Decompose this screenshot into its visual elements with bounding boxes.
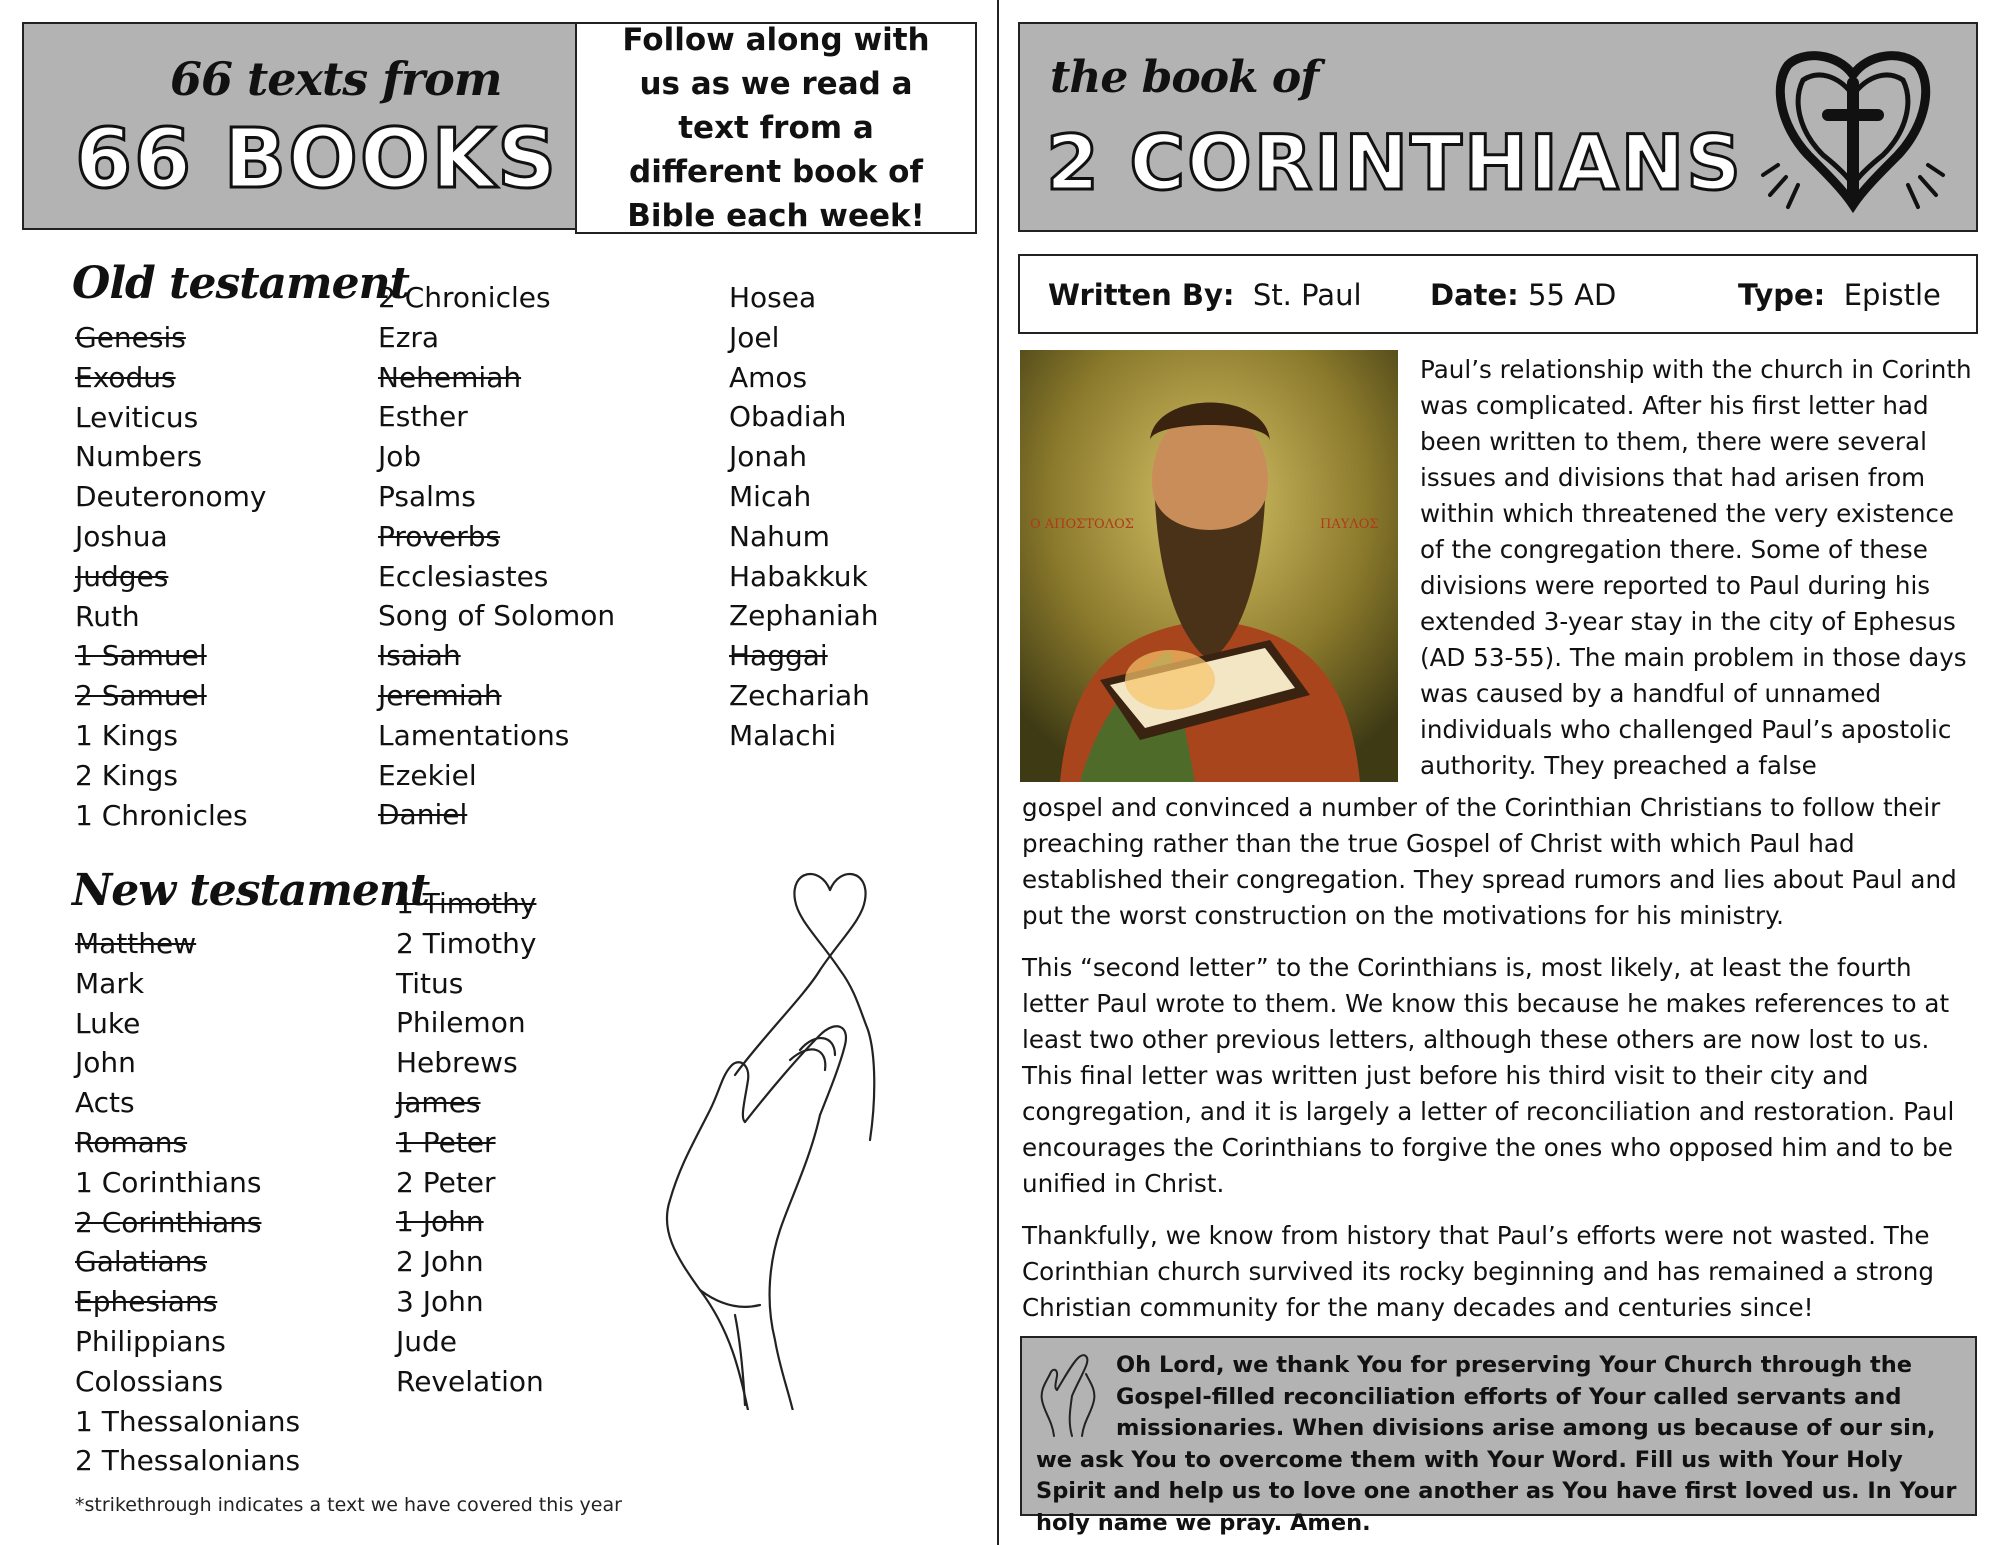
follow-along-box bbox=[575, 22, 977, 234]
book-list-item: Proverbs bbox=[378, 519, 501, 553]
type-value: Epistle bbox=[1843, 278, 1941, 312]
book-list-item: Exodus bbox=[75, 360, 176, 394]
book-list-item: Jeremiah bbox=[378, 678, 502, 712]
book-list-item: Philemon bbox=[396, 1006, 526, 1040]
book-list-item: Psalms bbox=[378, 479, 476, 513]
left-header-script: 66 texts from bbox=[170, 52, 502, 106]
book-list-item: Matthew bbox=[75, 927, 197, 960]
book-list-item: Titus bbox=[396, 966, 464, 1000]
book-list-item: 2 Timothy bbox=[396, 926, 537, 960]
book-list-item: Leviticus bbox=[75, 400, 199, 434]
book-list-item: Job bbox=[378, 440, 422, 474]
strikethrough-footnote: *strikethrough indicates a text we have covered this year bbox=[75, 1494, 622, 1516]
right-header-script: the book of bbox=[1050, 52, 1319, 103]
book-list-item: Deuteronomy bbox=[75, 480, 267, 514]
book-list-item: Revelation bbox=[396, 1364, 544, 1398]
book-list-item: Lamentations bbox=[378, 718, 570, 752]
book-title: 2 CORINTHIANS bbox=[1046, 118, 1744, 207]
left-header-title: 66 BOOKS bbox=[75, 112, 559, 207]
book-list-item: Song of Solomon bbox=[378, 599, 616, 633]
praying-hands-icon bbox=[1032, 1350, 1104, 1438]
book-list-item: Luke bbox=[75, 1006, 141, 1040]
old-testament-heading: Old testament bbox=[72, 258, 409, 309]
book-list-item: Mark bbox=[75, 966, 145, 1000]
praying-hands-heart-illustration bbox=[640, 860, 900, 1410]
book-list-item: Zechariah bbox=[729, 678, 870, 712]
book-list-item: Ezra bbox=[378, 320, 440, 354]
st-paul-icon-portrait bbox=[1020, 350, 1398, 782]
book-list-item: 2 John bbox=[396, 1245, 484, 1279]
book-list-item: 3 John bbox=[396, 1284, 484, 1318]
book-list-item: Ecclesiastes bbox=[378, 559, 549, 593]
book-list-item: Jonah bbox=[729, 440, 808, 474]
book-list-item: 2 Samuel bbox=[75, 679, 207, 713]
book-list-item: Obadiah bbox=[729, 400, 847, 434]
written-by-value: St. Paul bbox=[1252, 278, 1362, 312]
old-testament-column-3 bbox=[729, 278, 879, 756]
book-list-item: 2 Thessalonians bbox=[75, 1444, 301, 1478]
book-list-item: Habakkuk bbox=[729, 559, 868, 593]
page-divider bbox=[997, 0, 999, 1545]
new-testament-column-2 bbox=[396, 884, 544, 1401]
book-list-item: Jude bbox=[396, 1324, 458, 1358]
book-list-item: Judges bbox=[75, 559, 169, 593]
book-list-item: 1 Thessalonians bbox=[75, 1404, 301, 1438]
prayer-text: Oh Lord, we thank You for preserving Your Church through the Gospel-filled reconciliation efforts of Your called servants and missionaries. When divisions arise among us because of our sin, we ask You to overcome them with Your Word. Fill us with Your Holy Spirit and help us to love one another as You have first loved us. In Your holy name we pray. Amen. bbox=[1036, 1352, 1957, 1536]
book-info-bar bbox=[1018, 254, 1978, 334]
book-list-item: John bbox=[75, 1046, 136, 1080]
new-testament-heading: New testament bbox=[72, 865, 430, 916]
book-list-item: Malachi bbox=[729, 718, 837, 752]
book-list-item: 1 Corinthians bbox=[75, 1165, 262, 1199]
book-list-item: 1 Kings bbox=[75, 718, 178, 752]
book-list-item: Micah bbox=[729, 479, 812, 513]
book-list-item: Acts bbox=[75, 1086, 135, 1120]
book-list-item: Zephaniah bbox=[729, 599, 879, 633]
book-list-item: Hosea bbox=[729, 281, 817, 314]
book-list-item: Ruth bbox=[75, 599, 140, 633]
portrait-label-left: Ο ΑΠΟΣΤΟΛΟΣ bbox=[1030, 517, 1134, 532]
intro-paragraph-continued: gospel and convinced a number of the Corinthian Christians to follow their preaching rather than the true Gospel of Christ with which Paul had established their congregation. They spread rumors and lies about Paul and put the worst construction on the motivations for his ministry. bbox=[1022, 793, 1957, 930]
written-by-label: Written By: bbox=[1048, 278, 1235, 312]
book-list-item: 1 Timothy bbox=[396, 887, 537, 920]
book-list-item: 1 Peter bbox=[396, 1125, 496, 1159]
cross-shield-emblem-icon bbox=[1758, 45, 1948, 215]
book-list-item: Isaiah bbox=[378, 639, 461, 673]
book-list-item: Ezekiel bbox=[378, 758, 477, 792]
book-list-item: Numbers bbox=[75, 440, 203, 474]
old-testament-column-2 bbox=[378, 278, 615, 835]
date-field bbox=[1430, 278, 1616, 312]
book-list-item: 1 John bbox=[396, 1205, 484, 1239]
book-list-item: 1 Chronicles bbox=[75, 798, 248, 832]
book-list-item: 1 Samuel bbox=[75, 639, 207, 673]
book-list-item: Nehemiah bbox=[378, 360, 522, 394]
book-list-item: Philippians bbox=[75, 1324, 226, 1358]
follow-along-text: Follow along with us as we read a text from a different book of Bible each week! bbox=[622, 22, 930, 234]
type-label: Type: bbox=[1738, 278, 1826, 312]
written-by-field bbox=[1048, 278, 1362, 312]
book-list-item: Haggai bbox=[729, 639, 828, 673]
portrait-label-right: ΠΑΥΛΟΣ bbox=[1320, 517, 1379, 532]
thankfully-paragraph: Thankfully, we know from history that Paul’s efforts were not wasted. The Corinthian church survived its rocky beginning and has remained a strong Christian community for the many decades and centuries since! bbox=[1022, 1221, 1934, 1322]
book-list-item: James bbox=[396, 1085, 481, 1119]
date-label: Date: bbox=[1430, 278, 1519, 312]
book-list-item: Esther bbox=[378, 400, 468, 434]
book-list-item: Joel bbox=[729, 320, 780, 354]
book-list-item: Hebrews bbox=[396, 1046, 518, 1080]
book-list-item: Romans bbox=[75, 1125, 188, 1159]
new-testament-column-1 bbox=[75, 924, 300, 1481]
type-field bbox=[1738, 278, 1941, 312]
book-list-item: 2 Kings bbox=[75, 758, 178, 792]
date-value: 55 AD bbox=[1528, 278, 1617, 312]
book-list-item: Joshua bbox=[75, 519, 168, 553]
intro-paragraph-wrapped: Paul’s relationship with the church in Corinth was complicated. After his first letter had been written to them, there were several issues and divisions that had arisen from within which threatened the very existence of the congregation there. Some of these divisions were reported to Paul during his extended 3-year stay in the city of Ephesus (AD 53-55). The main problem in those days was caused by a handful of unnamed individuals who challenged Paul’s apostolic authority. They preached a false bbox=[1420, 355, 1972, 780]
book-list-item: Daniel bbox=[378, 798, 468, 832]
book-list-item: 2 Chronicles bbox=[378, 281, 551, 314]
book-list-item: Genesis bbox=[75, 321, 186, 354]
book-list-item: Nahum bbox=[729, 519, 830, 553]
book-list-item: 2 Peter bbox=[396, 1165, 496, 1199]
book-list-item: Colossians bbox=[75, 1364, 224, 1398]
old-testament-column-1 bbox=[75, 318, 267, 835]
book-list-item: Galatians bbox=[75, 1245, 208, 1279]
book-list-item: Amos bbox=[729, 360, 808, 394]
second-letter-paragraph: This “second letter” to the Corinthians is, most likely, at least the fourth letter Paul wrote to them. We know this because he makes references to at least two other previous letters, although these others are now lost to us. This final letter was written just before his third visit to their city and congregation, and it is largely a letter of reconciliation and restoration. Paul encourages the Corinthians to forgive the ones who opposed him and to be unified in Christ. bbox=[1022, 953, 1955, 1198]
book-list-item: Ephesians bbox=[75, 1285, 218, 1319]
book-list-item: 2 Corinthians bbox=[75, 1205, 262, 1239]
